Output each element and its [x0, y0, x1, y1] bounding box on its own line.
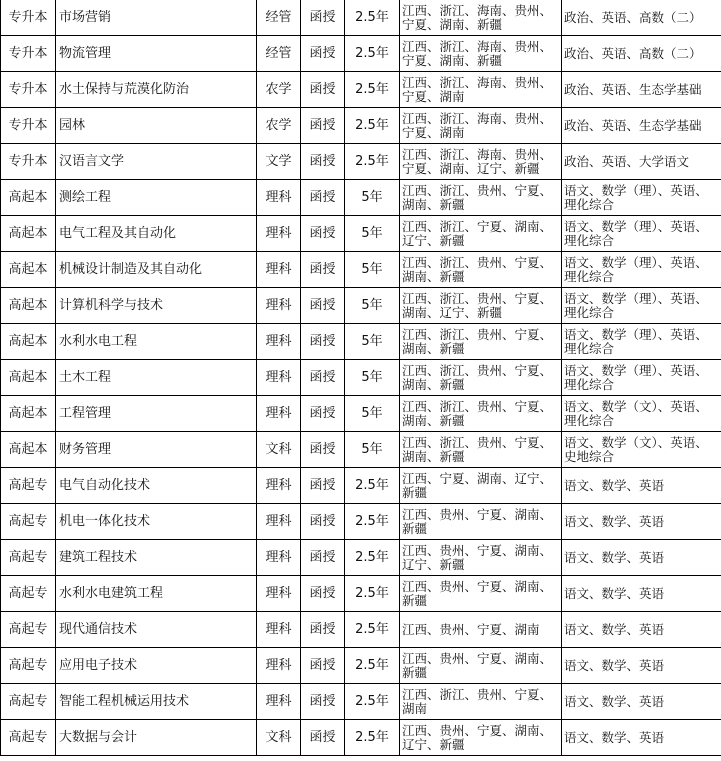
category-cell: 理科	[257, 612, 301, 648]
major-cell: 水利水电工程	[56, 324, 257, 360]
study-form-cell: 函授	[301, 396, 345, 432]
regions-cell: 江西、贵州、宁夏、湖南、辽宁、新疆	[400, 720, 562, 756]
duration-cell: 2.5年	[345, 648, 400, 684]
regions-cell: 江西、浙江、贵州、宁夏、湖南、辽宁、新疆	[400, 288, 562, 324]
study-form-cell: 函授	[301, 180, 345, 216]
table-row	[1, 252, 721, 288]
major-cell: 机械设计制造及其自动化	[56, 252, 257, 288]
table-row	[1, 36, 721, 72]
regions-cell: 江西、浙江、贵州、宁夏、湖南、新疆	[400, 432, 562, 468]
study-form-cell: 函授	[301, 36, 345, 72]
level-cell: 专升本	[1, 0, 56, 36]
major-cell: 大数据与会计	[56, 720, 257, 756]
major-cell: 市场营销	[56, 0, 257, 36]
duration-cell: 5年	[345, 432, 400, 468]
category-cell: 理科	[257, 540, 301, 576]
category-cell: 理科	[257, 180, 301, 216]
category-cell: 文学	[257, 144, 301, 180]
table-row	[1, 468, 721, 504]
study-form-cell: 函授	[301, 0, 345, 36]
category-cell: 经管	[257, 0, 301, 36]
major-cell: 水利水电建筑工程	[56, 576, 257, 612]
table-row	[1, 648, 721, 684]
table-row	[1, 0, 721, 36]
level-cell: 高起专	[1, 576, 56, 612]
level-cell: 高起专	[1, 648, 56, 684]
table-row	[1, 504, 721, 540]
category-cell: 理科	[257, 288, 301, 324]
level-cell: 高起专	[1, 540, 56, 576]
regions-cell: 江西、贵州、宁夏、湖南、新疆	[400, 504, 562, 540]
major-cell: 电气工程及其自动化	[56, 216, 257, 252]
exam-subjects-cell: 语文、数学、英语	[562, 540, 721, 576]
table-row	[1, 324, 721, 360]
study-form-cell: 函授	[301, 504, 345, 540]
regions-cell: 江西、浙江、海南、贵州、宁夏、湖南、新疆	[400, 0, 562, 36]
major-cell: 电气自动化技术	[56, 468, 257, 504]
duration-cell: 5年	[345, 252, 400, 288]
level-cell: 专升本	[1, 108, 56, 144]
exam-subjects-cell: 语文、数学（理）、英语、理化综合	[562, 360, 721, 396]
level-cell: 高起本	[1, 360, 56, 396]
category-cell: 农学	[257, 108, 301, 144]
major-cell: 工程管理	[56, 396, 257, 432]
category-cell: 农学	[257, 72, 301, 108]
level-cell: 高起专	[1, 612, 56, 648]
duration-cell: 5年	[345, 288, 400, 324]
regions-cell: 江西、浙江、海南、贵州、宁夏、湖南、新疆	[400, 36, 562, 72]
study-form-cell: 函授	[301, 108, 345, 144]
study-form-cell: 函授	[301, 216, 345, 252]
level-cell: 高起本	[1, 432, 56, 468]
regions-cell: 江西、浙江、贵州、宁夏、湖南、新疆	[400, 252, 562, 288]
table-row	[1, 612, 721, 648]
study-form-cell: 函授	[301, 468, 345, 504]
level-cell: 高起本	[1, 252, 56, 288]
study-form-cell: 函授	[301, 144, 345, 180]
duration-cell: 2.5年	[345, 504, 400, 540]
table-row	[1, 72, 721, 108]
table-row	[1, 720, 721, 756]
exam-subjects-cell: 语文、数学（理）、英语、理化综合	[562, 216, 721, 252]
level-cell: 专升本	[1, 144, 56, 180]
category-cell: 理科	[257, 324, 301, 360]
duration-cell: 5年	[345, 324, 400, 360]
study-form-cell: 函授	[301, 360, 345, 396]
study-form-cell: 函授	[301, 72, 345, 108]
program-table-body	[1, 0, 721, 756]
major-cell: 计算机科学与技术	[56, 288, 257, 324]
category-cell: 理科	[257, 504, 301, 540]
study-form-cell: 函授	[301, 612, 345, 648]
study-form-cell: 函授	[301, 432, 345, 468]
category-cell: 理科	[257, 684, 301, 720]
category-cell: 理科	[257, 360, 301, 396]
duration-cell: 2.5年	[345, 72, 400, 108]
table-row	[1, 576, 721, 612]
table-row	[1, 108, 721, 144]
duration-cell: 5年	[345, 396, 400, 432]
table-row	[1, 288, 721, 324]
level-cell: 高起本	[1, 216, 56, 252]
level-cell: 高起专	[1, 504, 56, 540]
level-cell: 高起本	[1, 180, 56, 216]
duration-cell: 5年	[345, 360, 400, 396]
study-form-cell: 函授	[301, 252, 345, 288]
major-cell: 机电一体化技术	[56, 504, 257, 540]
study-form-cell: 函授	[301, 576, 345, 612]
level-cell: 专升本	[1, 36, 56, 72]
exam-subjects-cell: 语文、数学、英语	[562, 468, 721, 504]
category-cell: 理科	[257, 216, 301, 252]
duration-cell: 2.5年	[345, 576, 400, 612]
study-form-cell: 函授	[301, 324, 345, 360]
exam-subjects-cell: 政治、英语、生态学基础	[562, 108, 721, 144]
table-row	[1, 540, 721, 576]
regions-cell: 江西、宁夏、湖南、辽宁、新疆	[400, 468, 562, 504]
duration-cell: 2.5年	[345, 36, 400, 72]
regions-cell: 江西、贵州、宁夏、湖南	[400, 612, 562, 648]
study-form-cell: 函授	[301, 288, 345, 324]
level-cell: 高起专	[1, 684, 56, 720]
level-cell: 高起专	[1, 720, 56, 756]
exam-subjects-cell: 语文、数学、英语	[562, 684, 721, 720]
major-cell: 建筑工程技术	[56, 540, 257, 576]
duration-cell: 2.5年	[345, 540, 400, 576]
regions-cell: 江西、浙江、贵州、宁夏、湖南、新疆	[400, 360, 562, 396]
major-cell: 应用电子技术	[56, 648, 257, 684]
regions-cell: 江西、浙江、贵州、宁夏、湖南、新疆	[400, 324, 562, 360]
table-row	[1, 432, 721, 468]
category-cell: 理科	[257, 252, 301, 288]
table-row	[1, 180, 721, 216]
category-cell: 经管	[257, 36, 301, 72]
duration-cell: 2.5年	[345, 0, 400, 36]
exam-subjects-cell: 语文、数学、英语	[562, 504, 721, 540]
major-cell: 汉语言文学	[56, 144, 257, 180]
regions-cell: 江西、浙江、贵州、宁夏、湖南	[400, 684, 562, 720]
exam-subjects-cell: 政治、英语、生态学基础	[562, 72, 721, 108]
major-cell: 水土保持与荒漠化防治	[56, 72, 257, 108]
table-row	[1, 144, 721, 180]
exam-subjects-cell: 语文、数学（理）、英语、理化综合	[562, 252, 721, 288]
study-form-cell: 函授	[301, 648, 345, 684]
level-cell: 专升本	[1, 72, 56, 108]
duration-cell: 5年	[345, 216, 400, 252]
duration-cell: 5年	[345, 180, 400, 216]
duration-cell: 2.5年	[345, 720, 400, 756]
category-cell: 理科	[257, 648, 301, 684]
duration-cell: 2.5年	[345, 468, 400, 504]
table-row	[1, 216, 721, 252]
exam-subjects-cell: 语文、数学、英语	[562, 720, 721, 756]
exam-subjects-cell: 政治、英语、大学语文	[562, 144, 721, 180]
regions-cell: 江西、贵州、宁夏、湖南、新疆	[400, 648, 562, 684]
regions-cell: 江西、浙江、宁夏、湖南、辽宁、新疆	[400, 216, 562, 252]
table-row	[1, 360, 721, 396]
duration-cell: 2.5年	[345, 144, 400, 180]
table-row	[1, 684, 721, 720]
regions-cell: 江西、浙江、海南、贵州、宁夏、湖南、辽宁、新疆	[400, 144, 562, 180]
study-form-cell: 函授	[301, 720, 345, 756]
category-cell: 文科	[257, 432, 301, 468]
regions-cell: 江西、贵州、宁夏、湖南、新疆	[400, 576, 562, 612]
duration-cell: 2.5年	[345, 684, 400, 720]
regions-cell: 江西、浙江、海南、贵州、宁夏、湖南	[400, 72, 562, 108]
level-cell: 高起本	[1, 324, 56, 360]
major-cell: 现代通信技术	[56, 612, 257, 648]
exam-subjects-cell: 语文、数学、英语	[562, 648, 721, 684]
exam-subjects-cell: 语文、数学（理）、英语、理化综合	[562, 180, 721, 216]
study-form-cell: 函授	[301, 540, 345, 576]
major-cell: 土木工程	[56, 360, 257, 396]
table-row	[1, 396, 721, 432]
exam-subjects-cell: 语文、数学（理）、英语、理化综合	[562, 324, 721, 360]
exam-subjects-cell: 语文、数学（文）、英语、史地综合	[562, 432, 721, 468]
major-cell: 智能工程机械运用技术	[56, 684, 257, 720]
duration-cell: 2.5年	[345, 612, 400, 648]
regions-cell: 江西、浙江、贵州、宁夏、湖南、新疆	[400, 396, 562, 432]
exam-subjects-cell: 政治、英语、高数（二）	[562, 0, 721, 36]
major-cell: 物流管理	[56, 36, 257, 72]
category-cell: 理科	[257, 396, 301, 432]
major-cell: 财务管理	[56, 432, 257, 468]
regions-cell: 江西、浙江、海南、贵州、宁夏、湖南	[400, 108, 562, 144]
category-cell: 理科	[257, 468, 301, 504]
regions-cell: 江西、贵州、宁夏、湖南、辽宁、新疆	[400, 540, 562, 576]
major-cell: 园林	[56, 108, 257, 144]
category-cell: 文科	[257, 720, 301, 756]
exam-subjects-cell: 语文、数学、英语	[562, 576, 721, 612]
exam-subjects-cell: 语文、数学（理）、英语、理化综合	[562, 288, 721, 324]
major-cell: 测绘工程	[56, 180, 257, 216]
duration-cell: 2.5年	[345, 108, 400, 144]
study-form-cell: 函授	[301, 684, 345, 720]
exam-subjects-cell: 语文、数学、英语	[562, 612, 721, 648]
level-cell: 高起本	[1, 288, 56, 324]
regions-cell: 江西、浙江、贵州、宁夏、湖南、新疆	[400, 180, 562, 216]
exam-subjects-cell: 语文、数学（文）、英语、理化综合	[562, 396, 721, 432]
exam-subjects-cell: 政治、英语、高数（二）	[562, 36, 721, 72]
level-cell: 高起专	[1, 468, 56, 504]
level-cell: 高起本	[1, 396, 56, 432]
category-cell: 理科	[257, 576, 301, 612]
